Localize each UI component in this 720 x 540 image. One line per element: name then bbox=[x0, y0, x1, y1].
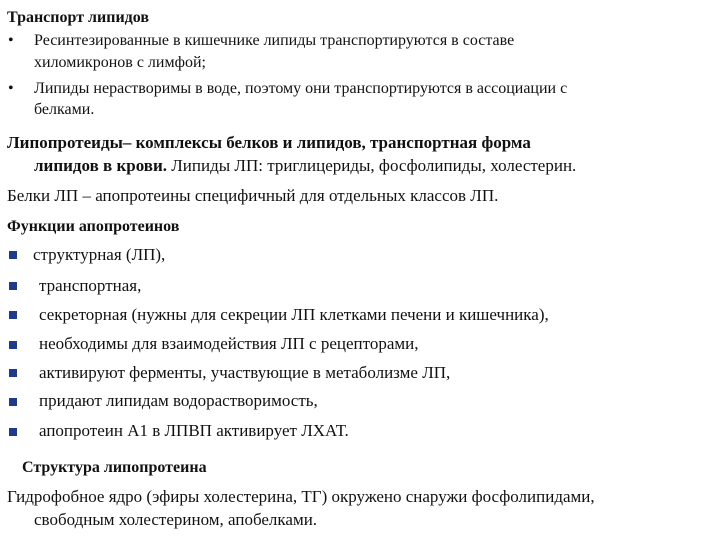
structure-heading: Структура липопротеина bbox=[22, 459, 207, 476]
square-bullet-icon bbox=[9, 311, 17, 319]
function-item: транспортная, bbox=[39, 276, 142, 295]
function-item: структурная (ЛП), bbox=[33, 245, 166, 264]
bullet-2-line-2: белками. bbox=[34, 101, 95, 118]
bullet-2-line-1: Липиды нерастворимы в воде, поэтому они транспортируются в ассоциации с bbox=[34, 80, 568, 97]
square-bullet-icon bbox=[9, 428, 17, 436]
function-item: необходимы для взаимодействия ЛП с рецепторами, bbox=[39, 334, 419, 353]
square-bullet-icon bbox=[9, 398, 17, 406]
lipoprotein-definition-line-2 bbox=[34, 156, 576, 176]
function-item: придают липидам водорастворимость, bbox=[39, 391, 318, 410]
lipoprotein-definition-bold-1: Липопротеиды– комплексы белков и липидов, транспортная форма bbox=[7, 133, 531, 152]
lipoprotein-definition-rest: Липиды ЛП: триглицериды, фосфолипиды, холестерин. bbox=[167, 156, 577, 175]
square-bullet-icon bbox=[9, 282, 17, 290]
function-item: секреторная (нужны для секреции ЛП клетками печени и кишечника), bbox=[39, 305, 549, 324]
function-item: активируют ферменты, участвующие в метаболизме ЛП, bbox=[39, 363, 451, 382]
function-item: апопротеин А1 в ЛПВП активирует ЛХАТ. bbox=[39, 421, 349, 440]
bullet-dot-icon: • bbox=[8, 80, 14, 97]
structure-text-line-2: свободным холестерином, апобелками. bbox=[34, 510, 318, 529]
bullet-dot-icon: • bbox=[8, 32, 14, 49]
bullet-1-line-2: хиломикронов с лимфой; bbox=[34, 54, 206, 71]
apoproteins-definition: Белки ЛП – апопротеины специфичный для отдельных классов ЛП. bbox=[7, 186, 499, 205]
functions-heading: Функции апопротеинов bbox=[7, 218, 180, 235]
square-bullet-icon bbox=[9, 251, 17, 259]
section-title: Транспорт липидов bbox=[7, 9, 150, 26]
square-bullet-icon bbox=[9, 369, 17, 377]
bullet-1-line-1: Ресинтезированные в кишечнике липиды транспортируются в составе bbox=[34, 32, 515, 49]
square-bullet-icon bbox=[9, 341, 17, 349]
lipoprotein-definition-bold-2: липидов в крови. bbox=[34, 156, 168, 175]
structure-text-line-1: Гидрофобное ядро (эфиры холестерина, ТГ) окружено снаружи фосфолипидами, bbox=[7, 487, 595, 506]
